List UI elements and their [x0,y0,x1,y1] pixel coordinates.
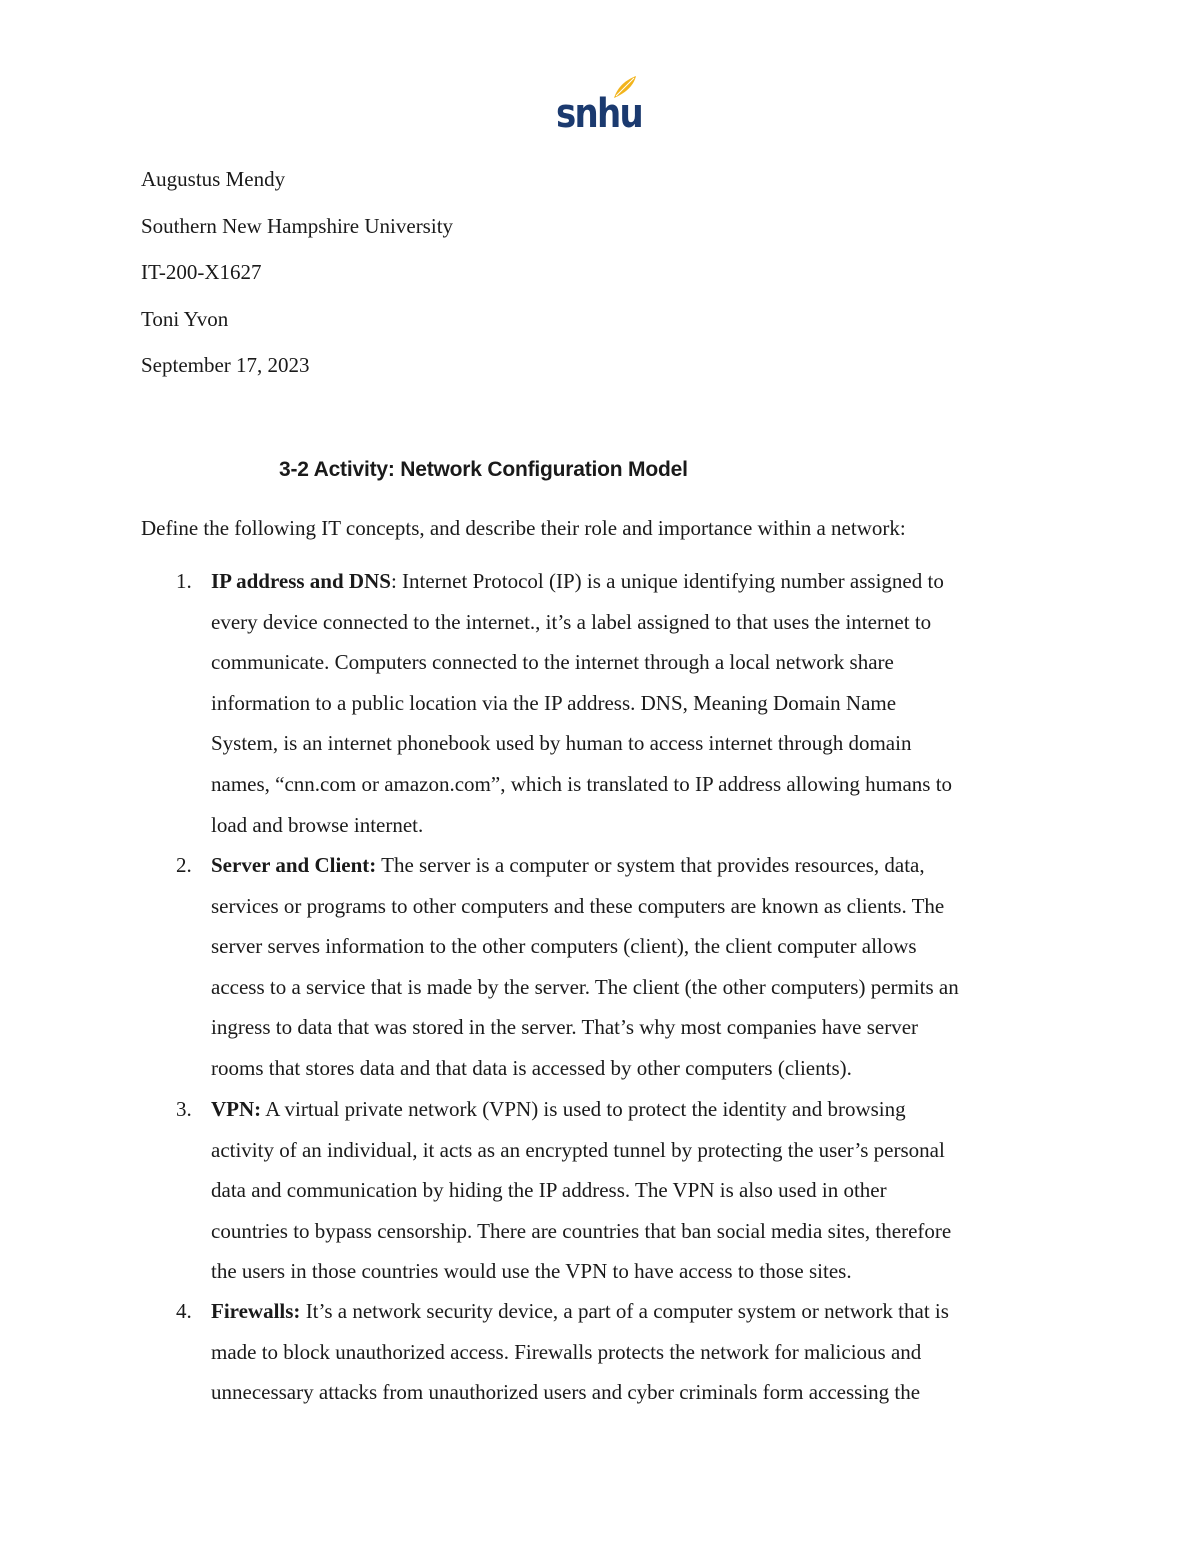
list-line [211,1291,1061,1332]
list-line [211,1089,1061,1130]
list-line-text: A virtual private network (VPN) is used to protect the identity and browsing [261,1097,906,1121]
document-title: 3-2 Activity: Network Configuration Model [279,458,688,481]
list-line [211,561,1061,602]
list-line: names, “cnn.com or amazon.com”, which is translated to IP address allowing humans to [211,771,953,796]
list-term: Server and Client: [211,853,377,877]
list-line: services or programs to other computers and these computers are known as clients. The [211,893,945,918]
list-number: 4. [176,1299,192,1323]
list-line: information to a public location via the IP address. DNS, Meaning Domain Name [211,690,897,715]
list-line: load and browse internet. [211,812,424,837]
list-number: 2. [176,853,192,877]
list-line [211,845,1061,886]
instructor-name: Toni Yvon [141,306,229,331]
snhu-logo [556,74,643,137]
list-line: System, is an internet phonebook used by human to access internet through domain [211,731,912,756]
list-term: Firewalls: [211,1299,301,1323]
list-term: VPN: [211,1097,262,1121]
list-line: made to block unauthorized access. Firewalls protects the network for malicious and [211,1339,922,1364]
course-code: IT-200-X1627 [141,260,262,284]
logo-wordmark: snhu [556,91,643,137]
list-line: access to a service that is made by the server. The client (the other computers) permits an [211,974,959,999]
list-number: 1. [176,569,192,593]
submission-date: September 17, 2023 [141,353,310,377]
intro-paragraph: Define the following IT concepts, and describe their role and importance within a network: [141,516,906,540]
list-item-body [211,1089,1061,1292]
list-line-text: It’s a network security device, a part of a computer system or network that is [300,1299,949,1323]
list-line: countries to bypass censorship. There are countries that ban social media sites, therefore [211,1218,952,1243]
list-line: activity of an individual, it acts as an encrypted tunnel by protecting the user’s personal [211,1137,945,1162]
institution-name: Southern New Hampshire University [141,213,454,238]
list-line: every device connected to the internet., it’s a label assigned to that uses the internet to [211,609,932,634]
list-number: 3. [176,1097,192,1121]
list-line-text: : Internet Protocol (IP) is a unique identifying number assigned to [390,569,944,593]
list-line: server serves information to the other computers (client), the client computer allows [211,934,917,959]
list-term: IP address and DNS [211,569,391,593]
author-name: Augustus Mendy [141,167,286,191]
list-line: the users in those countries would use the VPN to have access to those sites. [211,1259,852,1284]
list-line-text: The server is a computer or system that provides resources, data, [376,853,925,877]
list-line: rooms that stores data and that data is accessed by other computers (clients). [211,1055,852,1080]
list-line: communicate. Computers connected to the internet through a local network share [211,650,894,675]
list-item-body [211,561,1061,845]
list-line: unnecessary attacks from unauthorized users and cyber criminals form accessing the [211,1380,921,1405]
list-item-body [211,845,1061,1089]
list-line: data and communication by hiding the IP address. The VPN is also used in other [211,1178,887,1203]
list-line: ingress to data that was stored in the server. That’s why most companies have server [211,1015,919,1040]
header-block [141,166,453,399]
list-item-body [211,1291,1061,1413]
